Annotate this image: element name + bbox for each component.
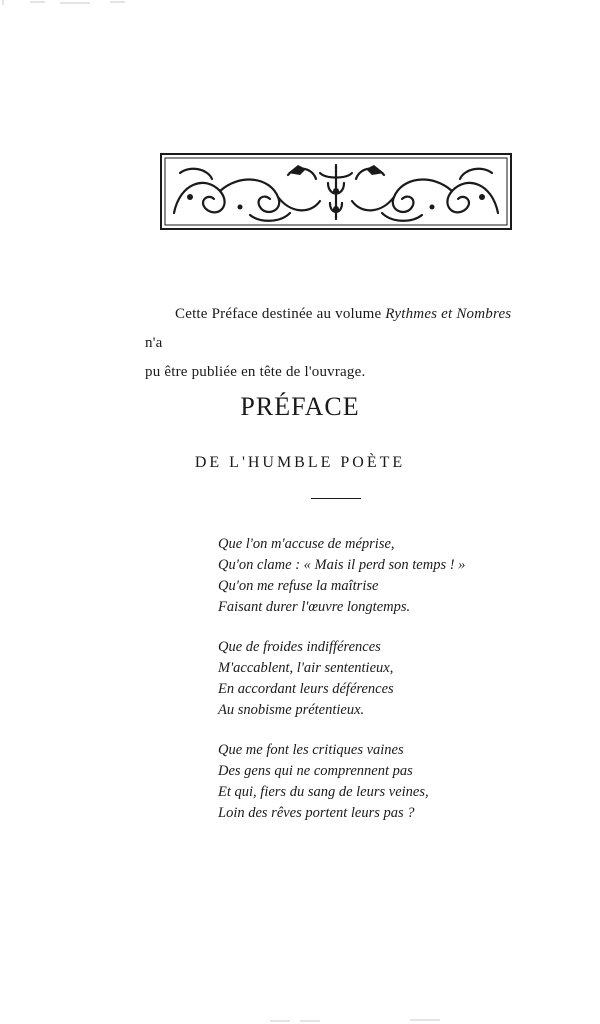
- stanza: [218, 637, 538, 721]
- intro-text-after: n'a: [145, 335, 163, 351]
- verse-line: Que l'on m'accuse de méprise,: [218, 536, 395, 552]
- intro-line-1: [145, 300, 525, 358]
- verse-line: M'accablent, l'air sententieux,: [218, 660, 394, 676]
- title-divider: [311, 498, 361, 499]
- verse-line: Des gens qui ne comprennent pas: [218, 763, 413, 779]
- verse-line: Qu'on clame : « Mais il perd son temps ! »: [218, 557, 466, 573]
- verse-line: Que de froides indifférences: [218, 639, 381, 655]
- verse-line: Qu'on me refuse la maîtrise: [218, 578, 379, 594]
- stanza: [218, 534, 538, 618]
- intro-book-title: Rythmes et Nombres: [385, 306, 512, 322]
- stanza: [218, 740, 538, 824]
- intro-line-2: pu être publiée en tête de l'ouvrage.: [145, 364, 366, 380]
- page-title: PRÉFACE: [240, 392, 360, 421]
- verse-line: Au snobisme prétentieux.: [218, 702, 365, 718]
- ornamental-headpiece: [160, 153, 512, 230]
- verse-line: Faisant durer l'œuvre longtemps.: [218, 599, 411, 615]
- verse-line: Loin des rêves portent leurs pas ?: [218, 805, 415, 821]
- foliate-headpiece-icon: [160, 153, 512, 230]
- verse-line: En accordant leurs déférences: [218, 681, 394, 697]
- scan-edge-top: [0, 0, 600, 6]
- intro-text-before: Cette Préface destinée au volume: [175, 306, 386, 322]
- page-subtitle: DE L'HUMBLE POÈTE: [194, 454, 406, 471]
- verse-line: Que me font les critiques vaines: [218, 742, 404, 758]
- scan-edge-bottom: [0, 1018, 600, 1024]
- verse-line: Et qui, fiers du sang de leurs veines,: [218, 784, 429, 800]
- intro-note: [145, 300, 525, 387]
- poem: [218, 534, 538, 843]
